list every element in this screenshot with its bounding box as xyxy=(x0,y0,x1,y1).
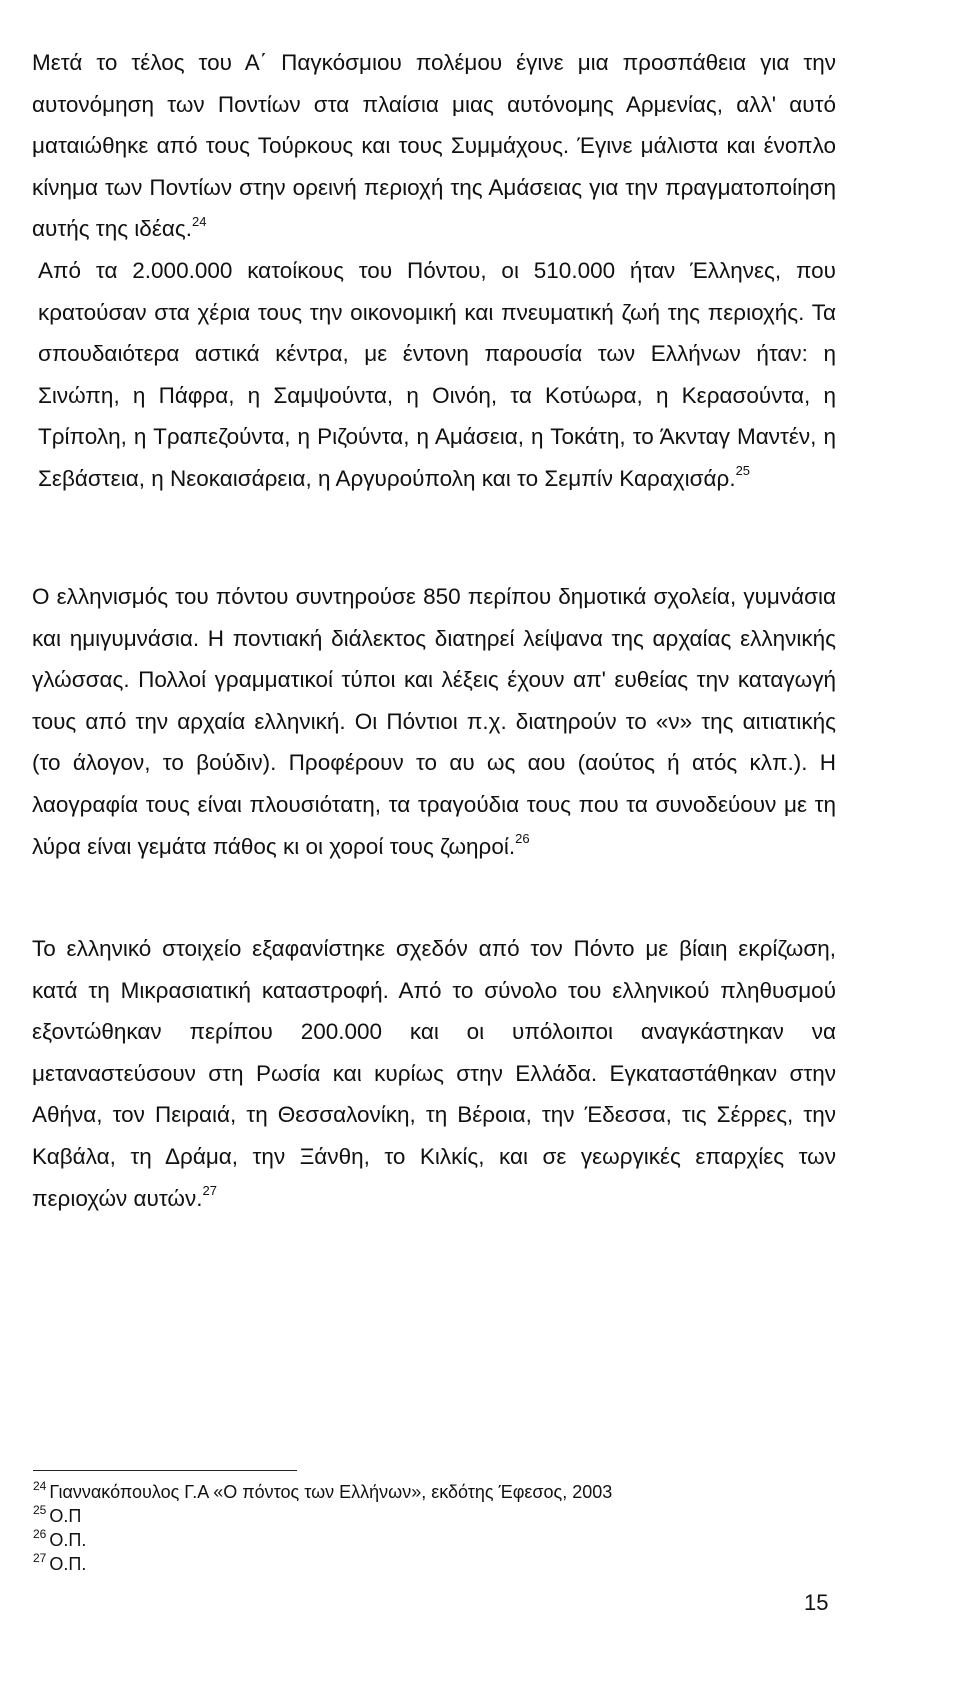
footnote-ref: 26 xyxy=(515,831,530,847)
paragraph-population xyxy=(38,250,836,500)
footnote-text: Γιαννακόπουλος Γ.Α «Ο πόντος των Ελλήνων», εκδότης Έφεσος, 2003 xyxy=(49,1482,613,1502)
footnote-ref: 24 xyxy=(191,213,207,229)
footnote-number: 27 xyxy=(33,1551,47,1565)
footnote-number: 26 xyxy=(33,1527,47,1541)
page-number: 15 xyxy=(804,1590,829,1615)
footnote-text: Ο.Π. xyxy=(49,1554,87,1574)
paragraph-uprooting xyxy=(32,928,836,1219)
footnote-item xyxy=(33,1552,833,1576)
footnotes-list xyxy=(33,1480,833,1576)
footnote-number: 25 xyxy=(33,1503,47,1517)
footnote-number: 24 xyxy=(33,1479,47,1493)
footnote-ref: 25 xyxy=(735,463,751,479)
footnote-text: Ο.Π. xyxy=(49,1530,87,1550)
footnote-item xyxy=(33,1480,833,1504)
paragraph-text: Το ελληνικό στοιχείο εξαφανίστηκε σχεδόν από τον Πόντο με βίαιη εκρίζωση, κατά τη Μικρασιατική καταστροφή. Από το σύνολο του ελληνικού πληθυσμού εξοντώθηκαν περίπου 200.000 και οι υπόλοιποι αναγκάστηκαν να μεταναστεύσουν στη Ρωσία και κυρίως στην Ελλάδα. Εγκαταστάθηκαν στην Αθήνα, τον Πειραιά, τη Θεσσαλονίκη, τη Βέροια, την Έδεσσα, τις Σέρρες, την Καβάλα, τη Δράμα, την Ξάνθη, το Κιλκίς, και σε γεωργικές επαρχίες των περιοχών αυτών. xyxy=(32,936,836,1211)
paragraph-education-dialect xyxy=(32,576,836,867)
paragraph-text: Από τα 2.000.000 κατοίκους του Πόντου, οι 510.000 ήταν Έλληνες, που κρατούσαν στα χέρια τους την οικονομική και πνευματική ζωή της περιοχής. Τα σπουδαιότερα αστικά κέντρα, με έντονη παρουσία των Ελλήνων ήταν: η Σινώπη, η Πάφρα, η Σαμψούντα, η Οινόη, τα Κοτύωρα, η Κερασούντα, η Τρίπολη, η Τραπεζούντα, η Ριζούντα, η Αμάσεια, η Τοκάτη, το Άκνταγ Μαντέν, η Σεβάστεια, η Νεοκαισάρεια, η Αργυρούπολη και το Σεμπίν Καραχισάρ. xyxy=(38,258,836,491)
footnote-text: Ο.Π xyxy=(49,1506,82,1526)
paragraph-text: Ο ελληνισμός του πόντου συντηρούσε 850 περίπου δημοτικά σχολεία, γυμνάσια και ημιγυμνάσια. Η ποντιακή διάλεκτος διατηρεί λείψανα της αρχαίας ελληνικής γλώσσας. Πολλοί γραμματικοί τύποι και λέξεις έχουν απ' ευθείας την καταγωγή τους από την αρχαία ελληνική. Οι Πόντιοι π.χ. διατηρούν το «ν» της αιτιατικής (το άλογον, το βούδιν). Προφέρουν το αυ ως αου (αούτος ή ατός κλπ.). Η λαογραφία τους είναι πλουσιότατη, τα τραγούδια τους που τα συνοδεύουν με τη λύρα είναι γεμάτα πάθος κι οι χοροί τους ζωηροί. xyxy=(32,584,836,859)
footnote-ref: 27 xyxy=(202,1183,217,1199)
paragraph-text: Μετά το τέλος του Α΄ Παγκόσμιου πολέμου έγινε μια προσπάθεια για την αυτονόμηση των Ποντίων στα πλαίσια μιας αυτόνομης Αρμενίας, αλλ' αυτό ματαιώθηκε από τους Τούρκους και τους Συμμάχους. Έγινε μάλιστα και ένοπλο κίνημα των Ποντίων στην ορεινή περιοχή της Αμάσειας για την πραγματοποίηση αυτής της ιδέας. xyxy=(32,50,836,242)
paragraph-autonomy xyxy=(32,42,836,250)
footnote-separator xyxy=(33,1470,297,1471)
footnote-item xyxy=(33,1528,833,1552)
footnote-item xyxy=(33,1504,833,1528)
